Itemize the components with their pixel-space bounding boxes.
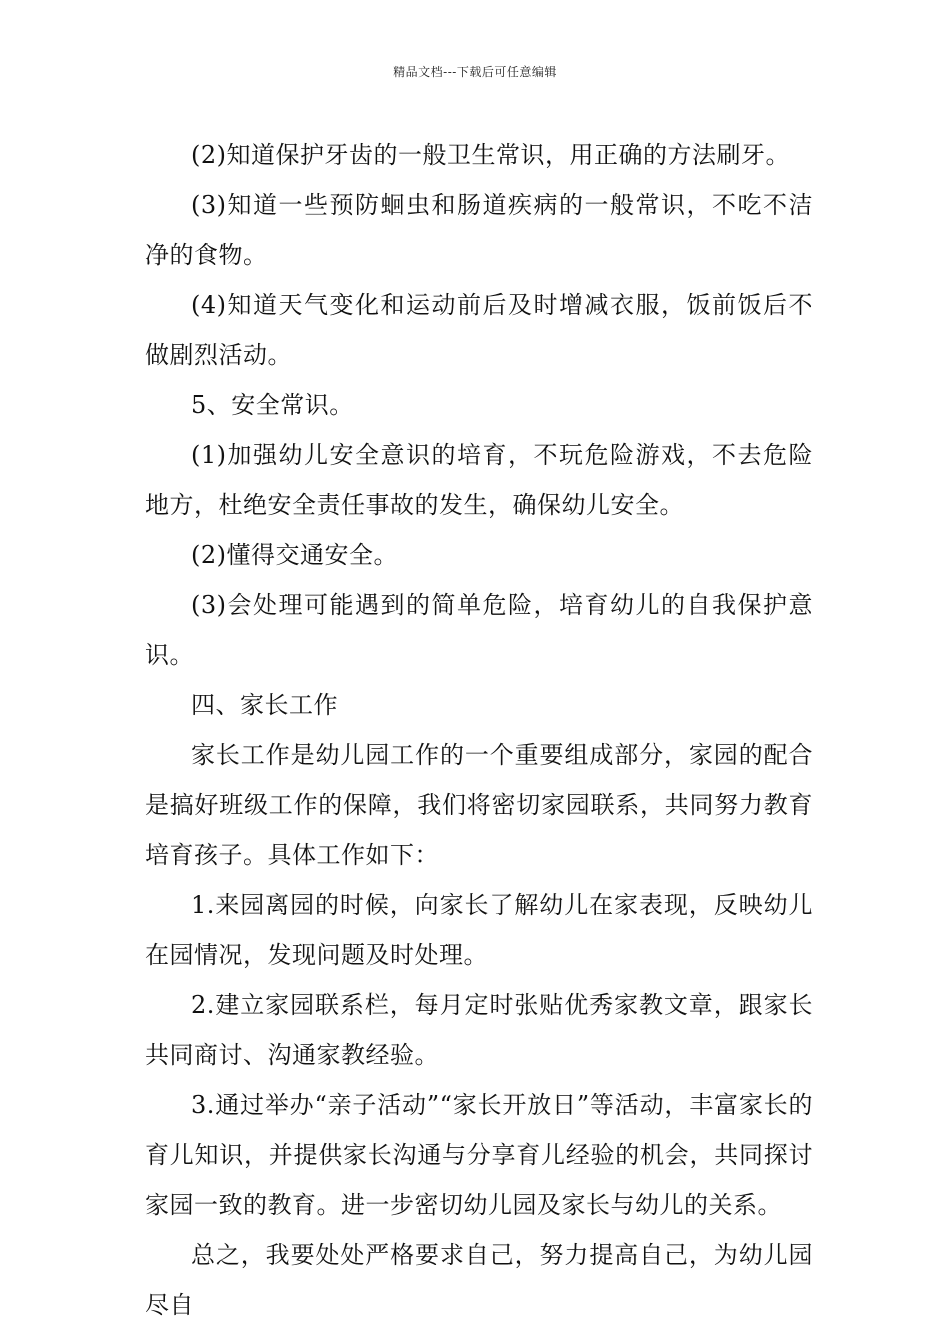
paragraph-conclusion: 总之，我要处处严格要求自己，努力提高自己，为幼儿园尽自 <box>145 1241 813 1319</box>
paragraph-weather-clothing: (4)知道天气变化和运动前后及时增减衣服，饭前饭后不做剧烈活动。 <box>145 291 813 369</box>
paragraph-disease-prevention: (3)知道一些预防蛔虫和肠道疾病的一般常识，不吃不洁净的食物。 <box>145 191 813 269</box>
paragraph-item-3: 3.通过举办“亲子活动”“家长开放日”等活动，丰富家长的育儿知识，并提供家长沟通与分享育儿经验的机会，共同探讨家园一致的教育。进一步密切幼儿园及家长与幼儿的关系。 <box>145 1091 813 1219</box>
document-body <box>145 130 813 1330</box>
section-heading-safety: 5、安全常识。 <box>191 391 354 419</box>
paragraph-tooth-care: (2)知道保护牙齿的一般卫生常识，用正确的方法刷牙。 <box>191 141 790 169</box>
paragraph-item-1: 1.来园离园的时候，向家长了解幼儿在家表现，反映幼儿在园情况，发现问题及时处理。 <box>145 891 813 969</box>
page-header: 精品文档---下载后可任意编辑 <box>393 65 557 79</box>
paragraph-traffic-safety: (2)懂得交通安全。 <box>191 541 398 569</box>
paragraph-parent-work-intro: 家长工作是幼儿园工作的一个重要组成部分，家园的配合是搞好班级工作的保障，我们将密切家园联系，共同努力教育培育孩子。具体工作如下： <box>145 741 813 869</box>
paragraph-safety-awareness: (1)加强幼儿安全意识的培育，不玩危险游戏，不去危险地方，杜绝安全责任事故的发生，确保幼儿安全。 <box>145 441 813 519</box>
paragraph-self-protection: (3)会处理可能遇到的简单危险，培育幼儿的自我保护意识。 <box>145 591 813 669</box>
paragraph-item-2: 2.建立家园联系栏，每月定时张贴优秀家教文章，跟家长共同商讨、沟通家教经验。 <box>145 991 813 1069</box>
section-heading-parent-work: 四、家长工作 <box>191 691 338 719</box>
